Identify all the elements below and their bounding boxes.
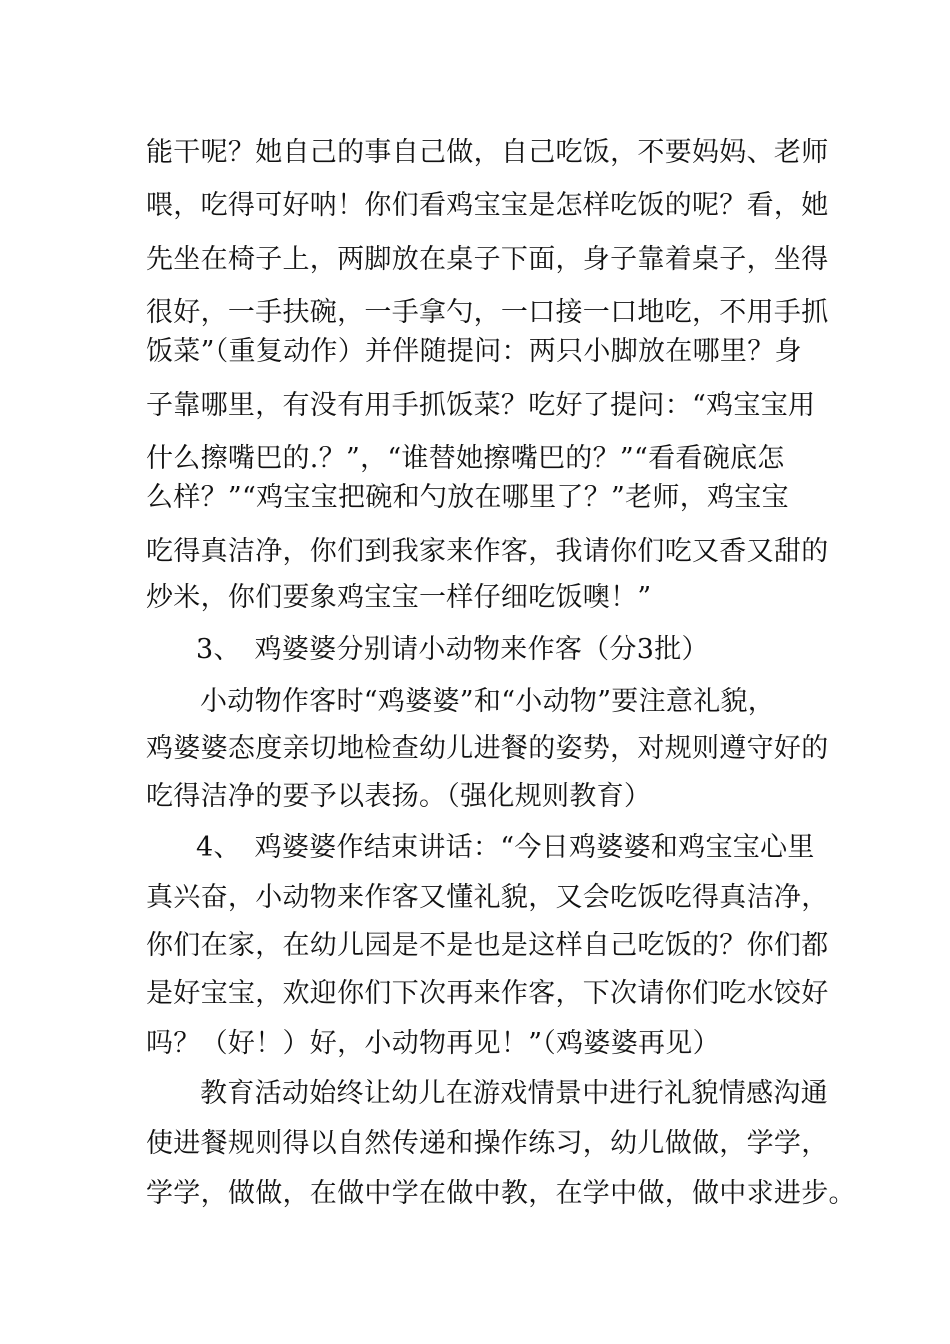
text-line: 先坐在椅子上，两脚放在桌子下面，身子靠着桌子，坐得 bbox=[146, 244, 829, 275]
text-line: 真兴奋，小动物来作客又懂礼貌，又会吃饭吃得真洁净， bbox=[146, 882, 829, 913]
text-line: 你们在家，在幼儿园是不是也是这样自己吃饭的？你们都 bbox=[146, 930, 829, 961]
text-line: 吃得真洁净，你们到我家来作客，我请你们吃又香又甜的 bbox=[146, 536, 829, 567]
text-line: 是好宝宝，欢迎你们下次再来作客，下次请你们吃水饺好 bbox=[146, 978, 829, 1009]
text-line: 么样？”“鸡宝宝把碗和勺放在哪里了？”老师，鸡宝宝 bbox=[146, 482, 789, 513]
paragraph-first-line: 教育活动始终让幼儿在游戏情景中进行礼貌情感沟通 bbox=[200, 1078, 828, 1109]
text-line: 吃得洁净的要予以表扬。（强化规则教育） bbox=[146, 781, 652, 812]
numbered-item-heading: 4、 鸡婆婆作结束讲话：“今日鸡婆婆和鸡宝宝心里 bbox=[196, 832, 815, 863]
numbered-item-heading: 3、 鸡婆婆分别请小动物来作客（分3批） bbox=[196, 634, 709, 665]
paragraph-first-line: 小动物作客时“鸡婆婆”和“小动物”要注意礼貌， bbox=[200, 686, 776, 717]
text-line: 子靠哪里，有没有用手抓饭菜？吃好了提问：“鸡宝宝用 bbox=[146, 390, 816, 421]
text-line: 很好，一手扶碗，一手拿勺，一口接一口地吃，不用手抓 bbox=[146, 297, 829, 328]
text-line: 吗？（好！）好，小动物再见！”（鸡婆婆再见） bbox=[146, 1028, 720, 1059]
text-line: 使进餐规则得以自然传递和操作练习，幼儿做做，学学， bbox=[146, 1128, 829, 1159]
text-line: 鸡婆婆态度亲切地检查幼儿进餐的姿势，对规则遵守好的 bbox=[146, 733, 829, 764]
text-line: 学学，做做，在做中学在做中教，在学中做，做中求进步。 bbox=[146, 1178, 856, 1209]
text-line: 炒米，你们要象鸡宝宝一样仔细吃饭噢！” bbox=[146, 582, 652, 613]
text-line: 能干呢？她自己的事自己做，自己吃饭，不要妈妈、老师 bbox=[146, 137, 829, 168]
text-line: 什么擦嘴巴的.？”，“谁替她擦嘴巴的？”“看看碗底怎 bbox=[146, 443, 785, 474]
text-line: 喂，吃得可好呐！你们看鸡宝宝是怎样吃饭的呢？看，她 bbox=[146, 190, 829, 221]
text-line: 饭菜”（重复动作）并伴随提问：两只小脚放在哪里？身 bbox=[146, 336, 802, 367]
